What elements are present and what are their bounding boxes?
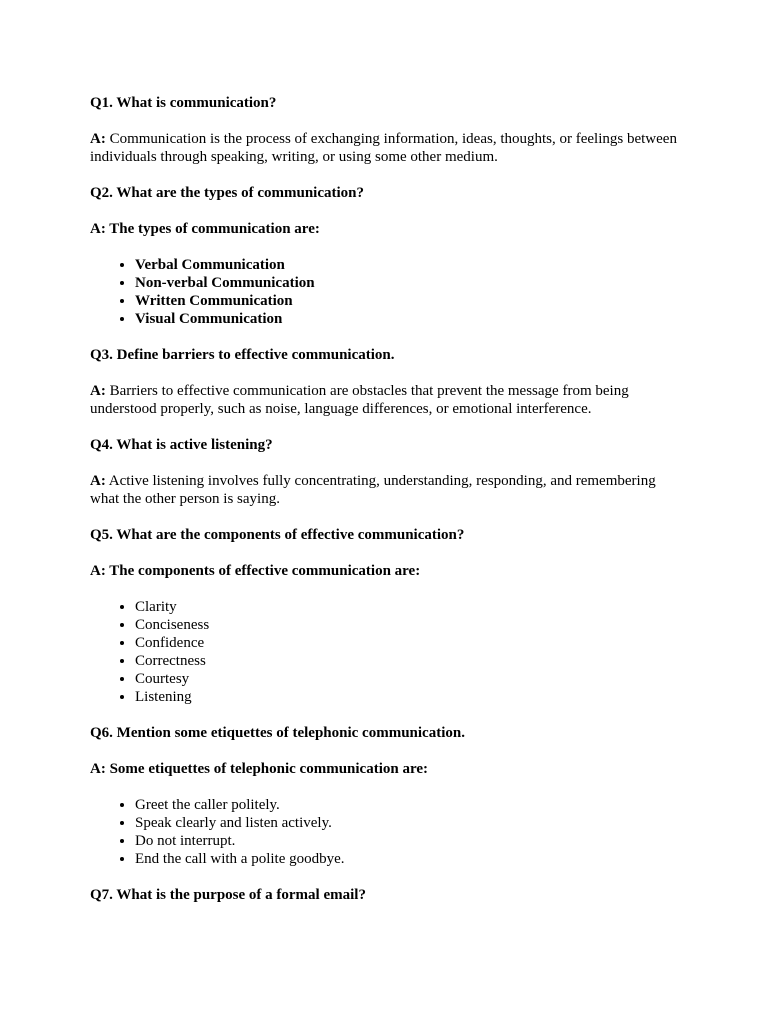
answer-paragraph xyxy=(90,382,680,418)
answer-lead: A: xyxy=(90,473,106,489)
answer-text: Active listening involves fully concentrating, understanding, responding, and remembering what the other person is saying. xyxy=(90,473,656,507)
answer-lead: A: xyxy=(90,383,106,399)
answer-lead: A: xyxy=(90,131,106,147)
answer-paragraph xyxy=(90,130,680,166)
list-item: • Conciseness xyxy=(135,616,680,634)
question-heading: Q1. What is communication? xyxy=(90,95,277,111)
list-item: • Non-verbal Communication xyxy=(135,274,680,292)
question-heading: Q2. What are the types of communication? xyxy=(90,185,365,201)
list-item: • Written Communication xyxy=(135,292,680,310)
list-item: • Correctness xyxy=(135,652,680,670)
answer-intro: A: Some etiquettes of telephonic communication are: xyxy=(90,761,428,777)
question-heading: Q4. What is active listening? xyxy=(90,437,273,453)
list-item: • Confidence xyxy=(135,634,680,652)
document-page xyxy=(90,94,680,922)
list-item: • Visual Communication xyxy=(135,310,680,328)
list-item: • Do not interrupt. xyxy=(135,832,680,850)
list-item: • Listening xyxy=(135,688,680,706)
question-heading: Q6. Mention some etiquettes of telephonic communication. xyxy=(90,725,465,741)
bullet-list xyxy=(90,598,680,706)
list-item: • Courtesy xyxy=(135,670,680,688)
bullet-list xyxy=(90,796,680,868)
answer-text: Barriers to effective communication are obstacles that prevent the message from being understood properly, such as noise, language differences, or emotional interference. xyxy=(90,383,629,417)
bullet-list xyxy=(90,256,680,328)
list-item: • Greet the caller politely. xyxy=(135,796,680,814)
question-heading: Q5. What are the components of effective communication? xyxy=(90,527,465,543)
list-item: • Verbal Communication xyxy=(135,256,680,274)
answer-text: Communication is the process of exchanging information, ideas, thoughts, or feelings between individuals through speaking, writing, or using some other medium. xyxy=(90,131,677,165)
answer-paragraph xyxy=(90,472,680,508)
question-heading: Q3. Define barriers to effective communication. xyxy=(90,347,395,363)
list-item: • End the call with a polite goodbye. xyxy=(135,850,680,868)
list-item: • Clarity xyxy=(135,598,680,616)
list-item: • Speak clearly and listen actively. xyxy=(135,814,680,832)
answer-intro: A: The types of communication are: xyxy=(90,221,320,237)
answer-intro: A: The components of effective communication are: xyxy=(90,563,421,579)
question-heading: Q7. What is the purpose of a formal email? xyxy=(90,887,366,903)
